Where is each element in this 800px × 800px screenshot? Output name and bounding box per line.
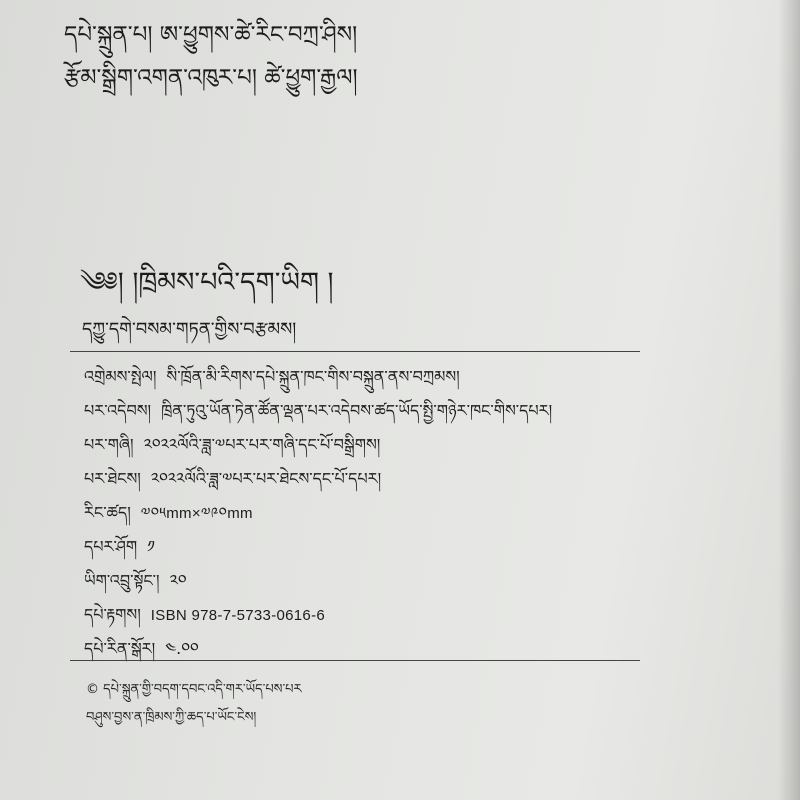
- copyright-line-1: © དཔེ་སྐྲུན་གྱི་བདག་དབང་འདི་གར་ཡོད་པས་པར: [86, 682, 302, 697]
- price-value: ༤.༠༠: [165, 639, 199, 658]
- info-row-printer: [84, 394, 794, 428]
- info-value: ༢༠: [169, 571, 187, 590]
- info-label: པར་འདེབས།: [84, 401, 152, 420]
- info-row-size: [84, 496, 794, 530]
- info-label: དཔར་ཤོག: [84, 537, 138, 556]
- info-label: དཔེ་རིན་སྒོར།: [84, 639, 156, 658]
- publication-info-list: [84, 360, 794, 666]
- copyright-line-2: བཤུས་བྱས་ན་ཁྲིམས་ཀྱི་ཆད་པ་ཡོང་ངེས།: [86, 710, 257, 725]
- isbn-value: ISBN 978-7-5733-0616-6: [150, 607, 326, 624]
- info-value: ༡: [147, 537, 155, 556]
- info-row-word-count: [84, 564, 794, 598]
- info-value: ༢༠༢༢ལོའི་ཟླ་༧པར་པར་ཐེངས་དང་པོ་དཔར།: [150, 469, 382, 488]
- book-author: དཀྱུ་དགེ་བསམ་གཏན་གྱིས་བརྩམས།: [82, 319, 297, 340]
- bottom-divider: [70, 660, 640, 661]
- info-value: ༧༠༥mm×༧༩༠mm: [140, 505, 253, 522]
- info-label: པར་ཐེངས།: [84, 469, 141, 488]
- book-title: ༄༅། །ཁྲིམས་པའི་དག་ཡིག །: [80, 267, 334, 298]
- info-value: སི་ཁྲོན་མི་རིགས་དཔེ་སྐྲུན་ཁང་གིས་བསྐྲུན་ནས་བཀྲམས།: [166, 367, 460, 386]
- info-row-sheets: [84, 530, 794, 564]
- publisher-line: དཔེ་སྐྲུན་པ། ཨ་ཕྱུགས་ཚེ་རིང་བཀྲ་ཤིས།: [64, 22, 358, 48]
- top-divider: [70, 351, 640, 352]
- info-value: ཁྲིན་ཏུའུ་ཡོན་ཏེན་ཚོན་ལྡན་པར་འདེབས་ཚད་ཡོད་སྤྱི་གཉེར་ཁང་གིས་དཔར།: [161, 401, 553, 420]
- info-label: འགྲེམས་སྤེལ།: [84, 367, 157, 386]
- info-row-distribution: [84, 360, 794, 394]
- info-label: ཡིག་འབྲུ་སྟོང་།: [84, 571, 160, 590]
- info-label: དཔེ་རྟགས།: [84, 605, 141, 624]
- info-label: རིང་ཚད།: [84, 503, 131, 522]
- editor-line: རྩོམ་སྒྲིག་འགན་འཁུར་པ། ཚེ་ཕྱུག་རྒྱལ།: [64, 65, 358, 91]
- copyright-notice: [86, 676, 302, 732]
- info-row-edition: [84, 428, 794, 462]
- info-row-printing: [84, 462, 794, 496]
- info-label: པར་གཞི།: [84, 435, 134, 454]
- info-value: ༢༠༢༢ལོའི་ཟླ་༧པར་པར་གཞི་དང་པོ་བསྒྲིགས།: [143, 435, 381, 454]
- info-row-isbn: [84, 598, 794, 632]
- credits-header: [64, 14, 358, 100]
